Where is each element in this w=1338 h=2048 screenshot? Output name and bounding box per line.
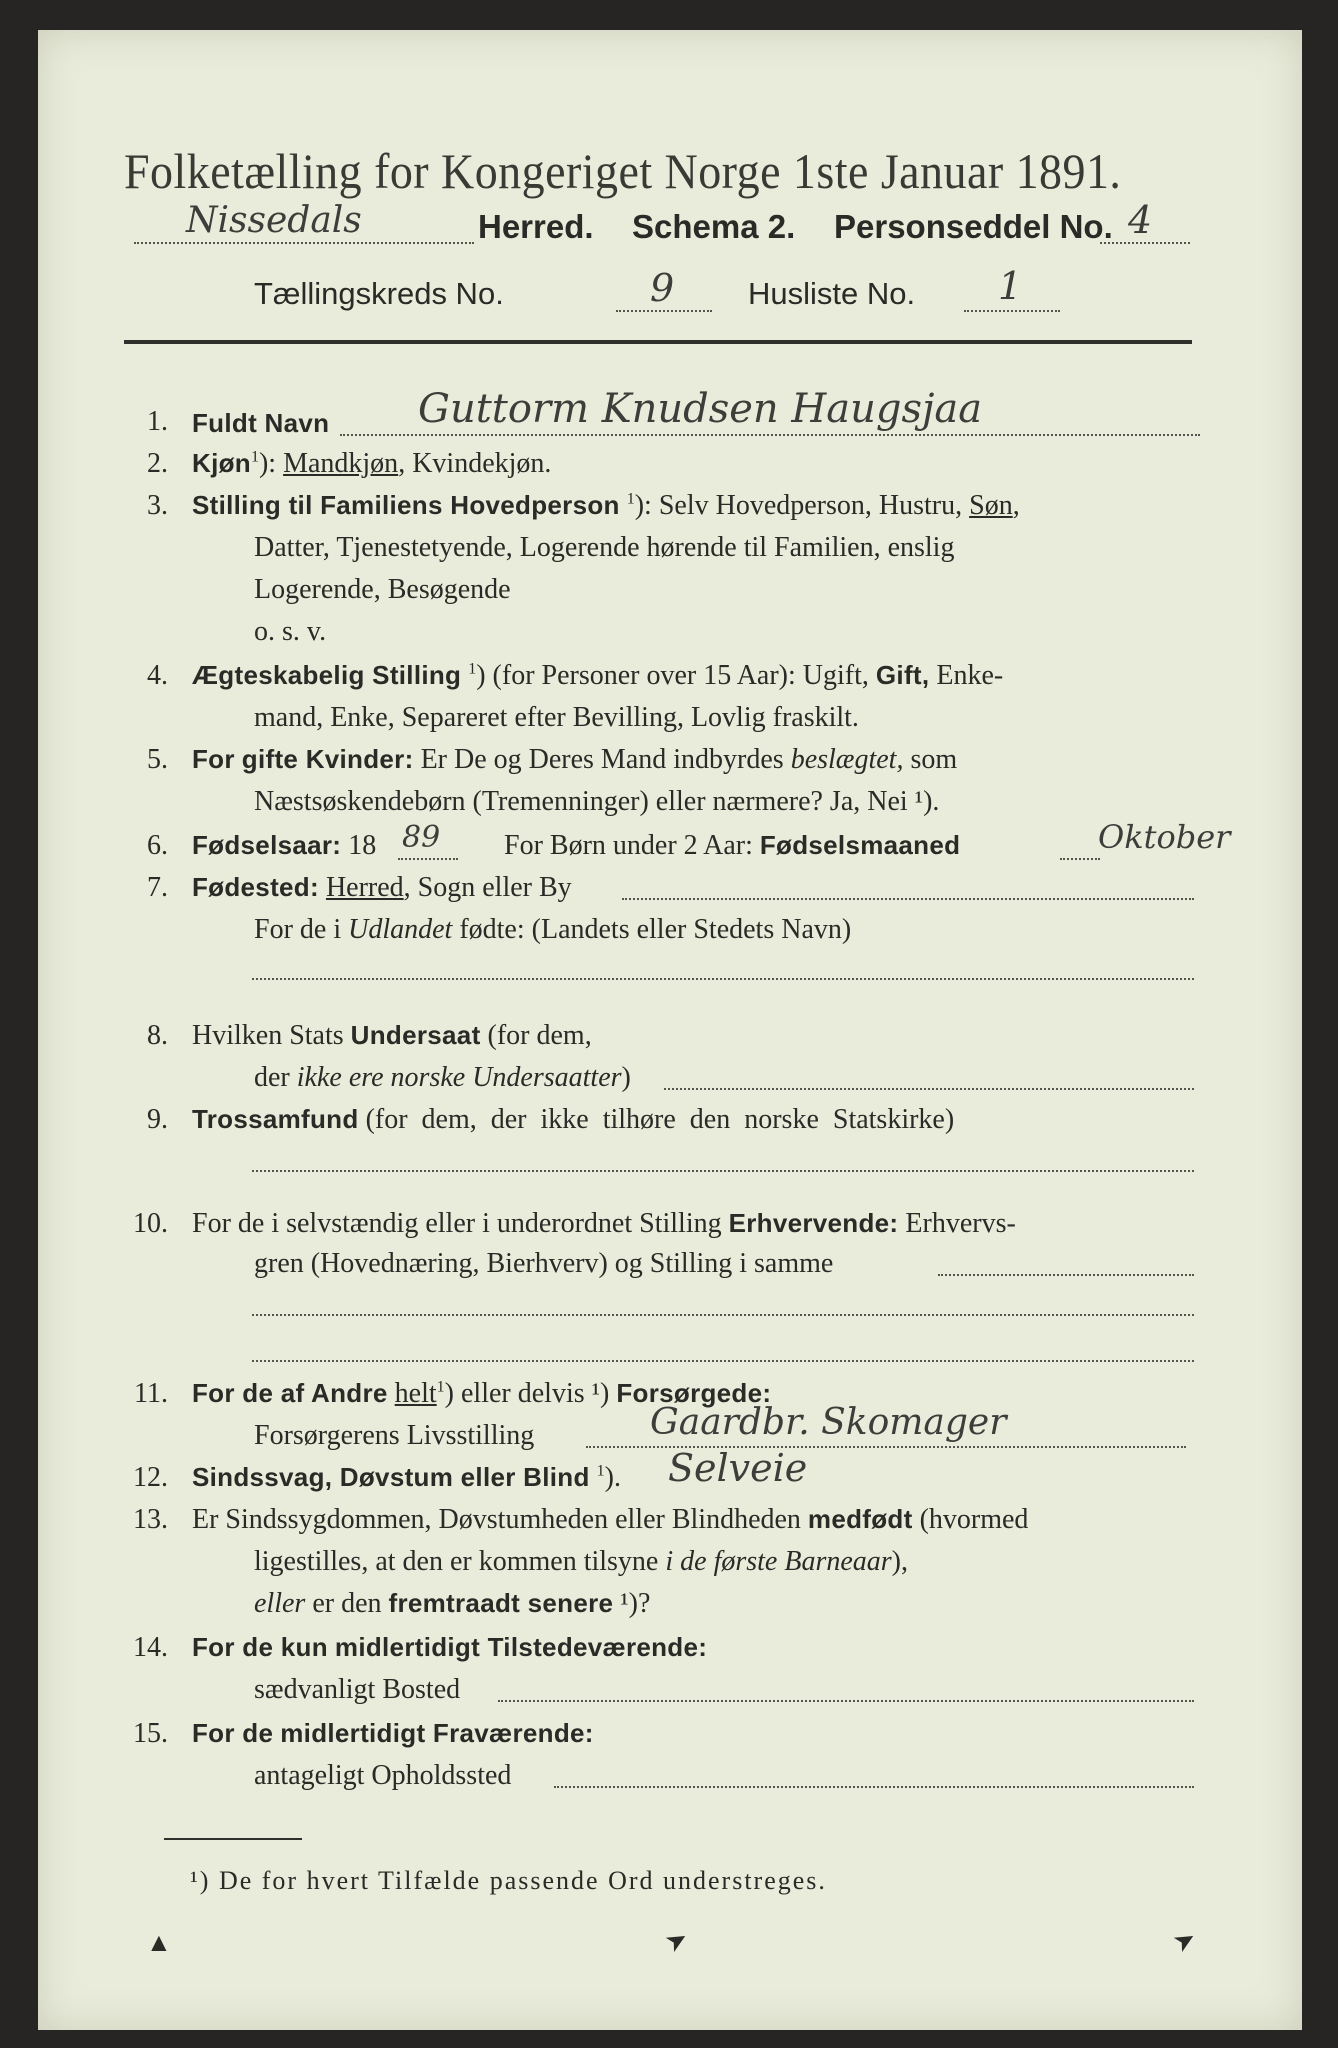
item-5-line-2: Næstsøskendebørn (Tremenninger) eller nærmere? Ja, Nei ¹). (254, 786, 940, 817)
item-10-fill-line-1 (938, 1274, 1194, 1276)
census-form-sheet (38, 30, 1302, 2030)
item-15-number: 15. (133, 1718, 168, 1749)
item-7-fill-line (622, 898, 1194, 900)
binding-mark-center: ➤ (659, 1922, 694, 1959)
item-3-number: 3. (147, 490, 168, 521)
header-divider (124, 340, 1192, 344)
item-9-line-1: Trossamfund (for dem, der ikke tilhøre den norske Statskirke) (192, 1104, 955, 1135)
personseddel-label: Personseddel No. (834, 208, 1113, 245)
item-13-line-2: ligestilles, at den er kommen tilsyne i de første Barneaar), (254, 1546, 908, 1577)
item-4-line-1: Ægteskabelig Stilling $^1$) (for Personer over 15 Aar): Ugift, Gift, Enke- (192, 660, 1004, 691)
item-13-number: 13. (133, 1504, 168, 1535)
husliste-fill-line (964, 310, 1060, 312)
item-2-number: 2. (147, 448, 168, 479)
item-3-line-2: Datter, Tjenestetyende, Logerende hørende til Familien, enslig (254, 532, 955, 563)
item-8-number: 8. (147, 1020, 168, 1051)
footnote-divider (164, 1838, 302, 1840)
year-fill-line (398, 858, 458, 860)
helt-underlined: helt (394, 1378, 437, 1409)
binding-mark-left: ▲ (146, 1928, 172, 1957)
item-8-line-1: Hvilken Stats Undersaat (for dem, (192, 1020, 592, 1051)
birth-month-value: Oktober (1098, 818, 1231, 856)
form-title: Folketælling for Kongeriget Norge 1ste Januar 1891. (124, 143, 1122, 199)
kreds-fill-line (616, 310, 712, 312)
item-5-number: 5. (147, 744, 168, 775)
item-10-number: 10. (133, 1208, 168, 1239)
item-3-line-3: Logerende, Besøgende (254, 574, 511, 605)
item-11-line-2: Forsørgerens Livsstilling (254, 1420, 535, 1451)
item-13-line-3: eller er den fremtraadt senere ¹)? (254, 1588, 651, 1619)
item-14-number: 14. (133, 1632, 168, 1663)
item-8-fill-line (664, 1088, 1194, 1090)
item-6-mid: For Børn under 2 Aar: Fødselsmaaned (504, 830, 961, 861)
item-12-label: Sindssvag, Døvstum eller Blind $^1$). (192, 1462, 621, 1493)
item-15-line-2: antageligt Opholdssted (254, 1760, 512, 1791)
item-10-line-2: gren (Hovednæring, Bierhverv) og Stilling i samme (254, 1248, 834, 1279)
item-13-line-1: Er Sindssygdommen, Døvstumheden eller Blindheden medfødt (hvormed (192, 1504, 1029, 1535)
item-7-line-2: For de i Udlandet fødte: (Landets eller Stedets Navn) (254, 914, 852, 945)
item-4-number: 4. (147, 660, 168, 691)
kreds-value: 9 (650, 266, 675, 310)
item-1-label: Fuldt Navn (192, 408, 330, 438)
item-7-number: 7. (147, 872, 168, 903)
item-3-line-4: o. s. v. (254, 616, 327, 647)
herred-fill-line (134, 242, 474, 244)
item-5-line-1: For gifte Kvinder: Er De og Deres Mand indbyrdes beslægtet, som (192, 744, 958, 775)
item-10-line-1: For de i selvstændig eller i underordnet Stilling Erhvervende: Erhvervs- (192, 1208, 1016, 1239)
item-11-number: 11. (134, 1378, 168, 1409)
kreds-label: Tællingskreds No. (254, 276, 504, 311)
item-12-value: Selveie (668, 1446, 808, 1490)
item-10-fill-line-2 (252, 1314, 1194, 1316)
husliste-value: 1 (998, 264, 1023, 308)
herred-underlined: Herred (325, 872, 404, 903)
personseddel-fill-line (1100, 242, 1190, 244)
provider-occupation-value: Gaardbr. Skomager (650, 1402, 1007, 1443)
son-underlined: Søn (969, 490, 1013, 521)
footnote: ¹) De for hvert Tilfælde passende Ord understreges. (190, 1866, 827, 1895)
item-6-number: 6. (147, 830, 168, 861)
schema-label: Schema 2. (632, 208, 796, 245)
item-14-line-2: sædvanligt Bosted (254, 1674, 461, 1705)
item-1-fill-line (340, 434, 1200, 436)
item-12-number: 12. (133, 1462, 168, 1493)
item-7-fill-line-2 (252, 978, 1194, 980)
item-6-label: Fødselsaar: 18 (192, 830, 377, 861)
item-10-fill-line-3 (252, 1360, 1194, 1362)
item-7-line-1: Fødested: Herred, Sogn eller By (192, 872, 572, 903)
item-1-number: 1. (147, 406, 168, 437)
personseddel-value: 4 (1128, 198, 1153, 242)
item-1-full-name-value: Guttorm Knudsen Haugsjaa (418, 386, 983, 432)
item-15-fill-line (554, 1786, 1194, 1788)
item-4-line-2: mand, Enke, Separeret efter Bevilling, Lovlig fraskilt. (254, 702, 859, 733)
item-11-line-1: For de af Andre helt$^1$) eller delvis ¹) Forsørgede: (192, 1378, 772, 1409)
husliste-label: Husliste No. (748, 276, 916, 311)
mandkjon-underlined: Mandkjøn (283, 448, 399, 479)
month-fill-line (1060, 858, 1100, 860)
item-15-line-1: For de midlertidigt Fraværende: (192, 1718, 594, 1748)
item-3-line-1: Stilling til Familiens Hovedperson $^1$): Selv Hovedperson, Hustru, Søn, (192, 490, 1020, 521)
birth-year-value: 89 (402, 820, 441, 855)
binding-mark-right: ➤ (1167, 1922, 1202, 1959)
herred-label: Herred. (478, 208, 594, 245)
item-2-text: Kjøn$^1$): Mandkjøn, Kvindekjøn. (192, 448, 552, 479)
item-9-fill-line (252, 1170, 1194, 1172)
item-9-number: 9. (147, 1104, 168, 1135)
item-14-fill-line (498, 1700, 1194, 1702)
herred-value: Nissedals (186, 200, 362, 241)
item-14-line-1: For de kun midlertidigt Tilstedeværende: (192, 1632, 708, 1662)
item-8-line-2: der ikke ere norske Undersaatter) (254, 1062, 631, 1093)
